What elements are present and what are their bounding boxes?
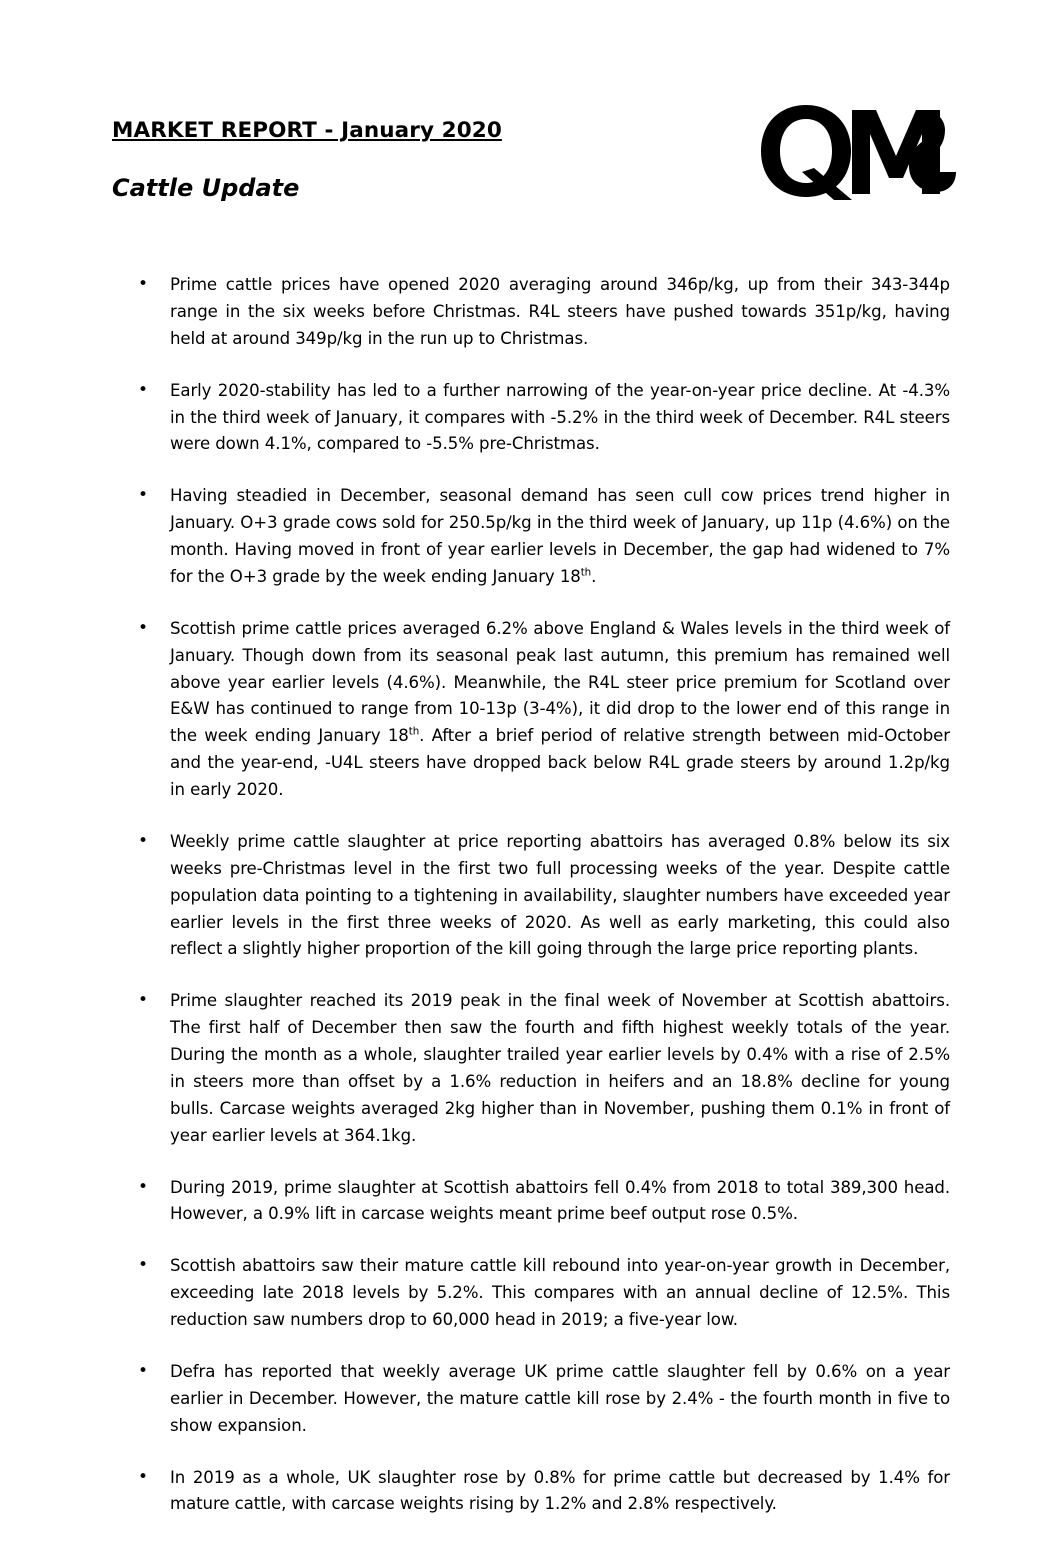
document-header — [112, 118, 950, 238]
list-item: • Weekly prime cattle slaughter at price reporting abattoirs has averaged 0.8% below its six weeks pre-Christmas level in the first two full processing weeks of the year. Despite cattle population data pointing to a tightening in availability, slaughter numbers have exceeded year earlier levels in the first three weeks of 2020. As well as early marketing, this could also reflect a slightly higher proportion of the kill going through the large price reporting plants. — [112, 829, 950, 963]
list-item-text: Having steadied in December, seasonal demand has seen cull cow prices trend higher in January. O+3 grade cows sold for 250.5p/kg in the third week of January, up 11p (4.6%) on the month. Having moved in front of year earlier levels in December, the gap had widened to 7% for the O+3 grade by the week ending January 18th. — [170, 486, 950, 586]
list-item — [112, 483, 950, 591]
list-item: • Prime cattle prices have opened 2020 averaging around 346p/kg, up from their 343-344p range in the six weeks before Christmas. R4L steers have pushed towards 351p/kg, having held at around 349p/kg in the run up to Christmas. — [112, 272, 950, 353]
list-item: • During 2019, prime slaughter at Scottish abattoirs fell 0.4% from 2018 to total 389,300 head. However, a 0.9% lift in carcase weights meant prime beef output rose 0.5%. — [112, 1175, 950, 1229]
qms-logo — [748, 96, 958, 206]
list-item: • Scottish abattoirs saw their mature cattle kill rebound into year-on-year growth in December, exceeding late 2018 levels by 5.2%. This compares with an annual decline of 12.5%. This reduction saw numbers drop to 60,000 head in 2019; a five-year low. — [112, 1253, 950, 1334]
list-item: • Prime slaughter reached its 2019 peak in the final week of November at Scottish abattoirs. The first half of December then saw the fourth and fifth highest weekly totals of the year. During the month as a whole, slaughter trailed year earlier levels by 0.4% with a rise of 2.5% in steers more than offset by a 1.6% reduction in heifers and an 18.8% decline for young bulls. Carcase weights averaged 2kg higher than in November, pushing them 0.1% in front of year earlier levels at 364.1kg. — [112, 988, 950, 1149]
list-item: • Early 2020-stability has led to a further narrowing of the year-on-year price decline. At -4.3% in the third week of January, it compares with -5.2% in the third week of December. R4L steers were down 4.1%, compared to -5.5% pre-Christmas. — [112, 378, 950, 459]
page-title: MARKET REPORT - January 2020 — [112, 118, 502, 143]
list-item: • Defra has reported that weekly average UK prime cattle slaughter fell by 0.6% on a year earlier in December. However, the mature cattle kill rose by 2.4% - the fourth month in five to show expansion. — [112, 1359, 950, 1440]
list-item: • In 2019 as a whole, UK slaughter rose by 0.8% for prime cattle but decreased by 1.4% for mature cattle, with carcase weights rising by 1.2% and 2.8% respectively. — [112, 1465, 950, 1519]
list-item — [112, 616, 950, 804]
ordinal-superscript: th — [580, 566, 592, 579]
bullet-list — [112, 272, 950, 1518]
ordinal-superscript: th — [408, 725, 420, 738]
page-subtitle: Cattle Update — [112, 173, 300, 202]
list-item-text: Scottish prime cattle prices averaged 6.2% above England & Wales levels in the third week of January. Though down from its seasonal peak last autumn, this premium has remained well above year earlier levels (4.6%). Meanwhile, the R4L steer price premium for Scotland over E&W has continued to range from 10-13p (3-4%), it did drop to the lower end of this range in the week ending January 18th. After a brief period of relative strength between mid-October and the year-end, -U4L steers have dropped back below R4L grade steers by around 1.2p/kg in early 2020. — [170, 618, 950, 799]
